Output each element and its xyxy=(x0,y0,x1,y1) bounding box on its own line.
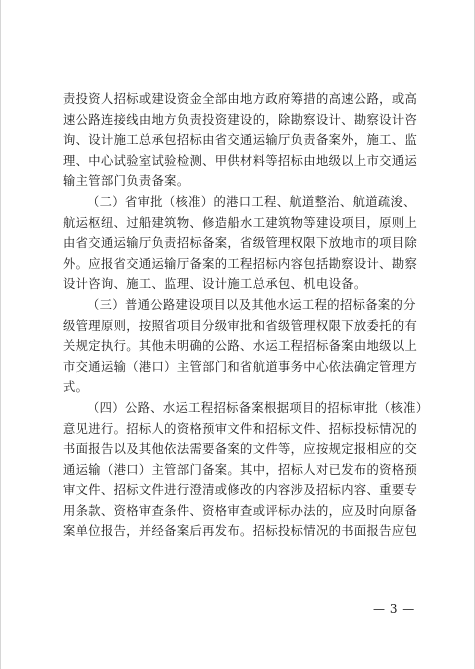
text-line: 航运枢纽、过船建筑物、修造船水工建筑物等建设项目，原则上 xyxy=(63,215,418,230)
text-line: 案单位报告，并经备案后再发布。招标投标情况的书面报告应包 xyxy=(63,524,418,539)
body-text xyxy=(63,89,429,542)
text-line: 书面报告以及其他依法需要备案的文件等，应按规定报相应的交 xyxy=(63,442,418,457)
text-line: 关规定执行。其他未明确的公路、水运工程招标备案由地级以上 xyxy=(63,339,418,354)
paragraph-3-first-line: （三）普通公路建设项目以及其他水运工程的招标备案的分 xyxy=(87,297,416,312)
text-line: 设计咨询、施工、监理、设计施工总承包、机电设备。 xyxy=(63,277,367,292)
text-line: 市交通运输（港口）主管部门和省航道事务中心依法确定管理方 xyxy=(63,359,418,374)
text-line: 意见进行。招标人的资格预审文件和招标文件、招标投标情况的 xyxy=(63,421,418,436)
text-line: 询、设计施工总承包招标由省交通运输厅负责备案外，施工、监 xyxy=(63,133,418,148)
text-line: 审文件、招标文件进行澄清或修改的内容涉及招标内容、重要专 xyxy=(63,483,418,498)
text-line: 输主管部门负责备案。 xyxy=(63,174,190,189)
text-line: 理、中心试验室试验检测、甲供材料等招标由地级以上市交通运 xyxy=(63,153,418,168)
paragraph-4-first-line: （四）公路、水运工程招标备案根据项目的招标审批（核准） xyxy=(87,400,429,415)
text-line: 责投资人招标或建设资金全部由地方政府筹措的高速公路，或高 xyxy=(63,92,418,106)
text-line: 级管理原则，按照省项目分级审批和省级管理权限下放委托的有 xyxy=(63,318,418,333)
text-line: 速公路连接线由地方负责投资建设的，除勘察设计、勘察设计咨 xyxy=(63,112,418,127)
paragraph-2-first-line: （二）省审批（核准）的港口工程、航道整治、航道疏浚、 xyxy=(87,194,416,209)
text-line: 用条款、资格审查条件、资格审查或评标办法的，应及时向原备 xyxy=(63,503,418,518)
text-line: 外。应报省交通运输厅备案的工程招标内容包括勘察设计、勘察 xyxy=(63,256,418,271)
text-line: 由省交通运输厅负责招标备案，省级管理权限下放地市的项目除 xyxy=(63,236,418,251)
text-line: 通运输（港口）主管部门备案。其中，招标人对已发布的资格预 xyxy=(63,462,418,477)
text-line: 式。 xyxy=(63,380,89,395)
page-number: — 3 — xyxy=(373,602,415,616)
